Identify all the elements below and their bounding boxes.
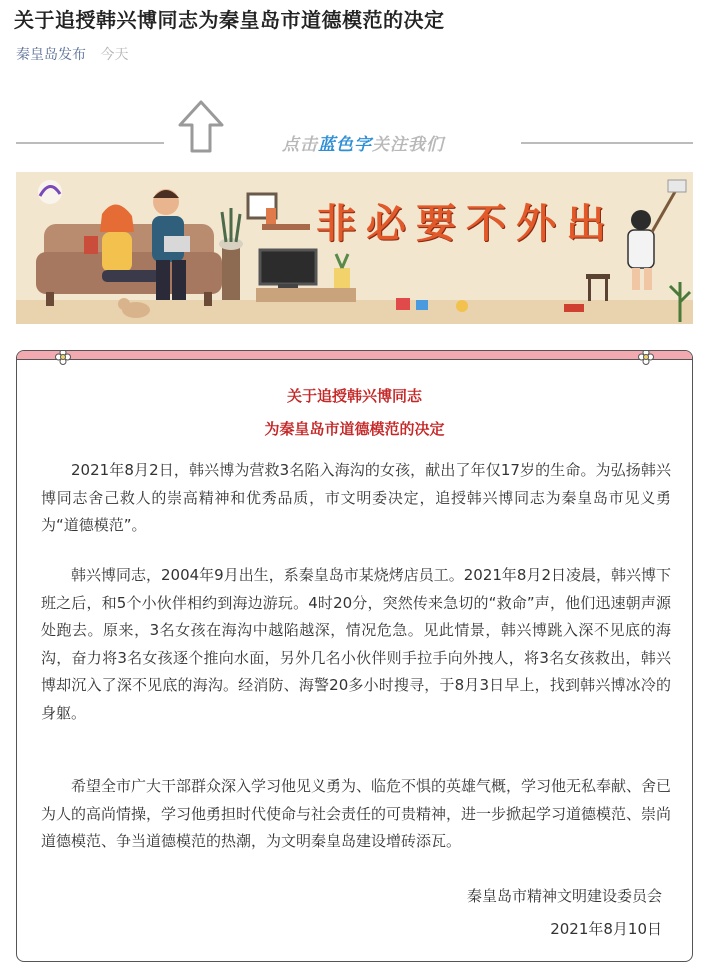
document-card	[16, 350, 693, 962]
divider-right	[521, 142, 693, 144]
follow-text-suffix: 关注我们	[372, 135, 444, 155]
follow-text[interactable]	[282, 130, 444, 155]
paragraph: 韩兴博同志，2004年9月出生，系秦皇岛市某烧烤店员工。2021年8月2日凌晨，韩兴博下班之后，和5个小伙伴相约到海边游玩。4时20分，突然传来急切的“救命”声，他们迅速朝声源处跑去。原来，3名女孩在海沟中越陷越深，情况危急。见此情景，韩兴博跳入深不见底的海沟，奋力将3名女孩逐个推向水面，另外几名小伙伴则手拉手向外拽人，将3名女孩救出，韩兴博却沉入了深不见底的海沟。经消防、海警20多小时搜寻，于8月3日早上，找到韩兴博冰冷的身躯。	[41, 566, 671, 722]
follow-text-highlight: 蓝色字	[318, 135, 372, 155]
follow-text-prefix: 点击	[282, 135, 318, 155]
follow-prompt	[16, 95, 693, 160]
flower-icon	[55, 350, 71, 365]
paragraph: 希望全市广大干部群众深入学习他见义勇为、临危不惧的英雄气概，学习他无私奉献、舍已为人的高尚情操，学习他勇担时代使命与社会责任的可贵精神，进一步掀起学习道德模范、崇尚道德模范、争当道德模范的热潮，为文明秦皇岛建设增砖添瓦。	[41, 777, 672, 850]
signature-date: 2021年8月10日	[550, 920, 662, 938]
flower-icon	[638, 350, 654, 365]
banner-slogan: 非必要不外出	[316, 200, 616, 247]
divider-left	[16, 142, 164, 144]
article-title: 关于追授韩兴博同志为秦皇岛市道德模范的决定	[14, 8, 445, 32]
paragraph: 2021年8月2日，韩兴博为营救3名陷入海沟的女孩，献出了年仅17岁的生命。为弘扬韩兴博同志舍己救人的崇高精神和优秀品质，市文明委决定，追授韩兴博同志为秦皇岛市见义勇为“道德模范”。	[41, 461, 671, 534]
document-title-line1: 关于追授韩兴博同志	[286, 387, 422, 405]
document-title-line2: 为秦皇岛市道德模范的决定	[264, 420, 445, 438]
signature-org: 秦皇岛市精神文明建设委员会	[466, 887, 662, 905]
up-arrow-icon	[176, 99, 226, 154]
publish-date: 今天	[100, 47, 129, 63]
author-link[interactable]: 秦皇岛发布	[16, 47, 86, 63]
card-top-band	[17, 351, 692, 360]
article-meta	[16, 44, 128, 64]
banner-image	[16, 172, 693, 324]
